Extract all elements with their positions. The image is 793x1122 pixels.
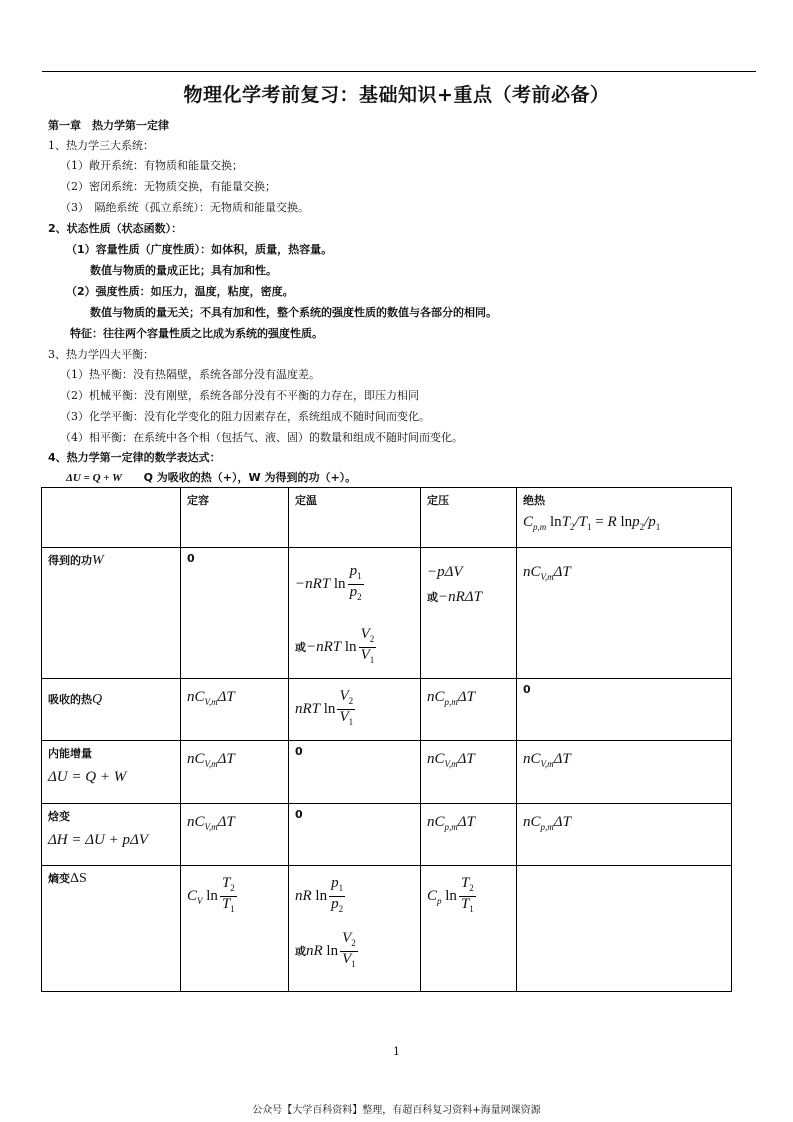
heat-isobaric: $nC_{p,m}\Delta T$	[421, 679, 517, 741]
first-law-formula: ΔU = Q + W	[66, 472, 122, 484]
sec1-item: （1）敞开系统：有物质和能量交换；	[60, 159, 243, 172]
chapter-heading: 第一章 热力学第一定律	[48, 119, 169, 132]
header-isochoric: 定容	[181, 488, 289, 548]
row-label-du: 内能增量 ΔU = Q + W	[42, 741, 181, 804]
header-isothermal: 定温	[289, 488, 421, 548]
sec3-item: （2）机械平衡：没有刚壁，系统各部分没有不平衡的力存在，即压力相同	[60, 389, 419, 402]
header-adiabatic: 绝热 $C_{p,m}$ $\ln T_2/T_1 = R$ $\ln p_2/p_1$	[517, 488, 732, 548]
sec3-item: （3）化学平衡：没有化学变化的阻力因素存在，系统组成不随时间而变化。	[60, 410, 430, 423]
sec2-item: 数值与物质的量无关；不具有加和性，整个系统的强度性质的数值与各部分的相同。	[90, 306, 497, 319]
row-label-work: 得到的功W	[42, 548, 181, 679]
adiabatic-formula: $C_{p,m}$ $\ln T_2/T_1 = R$ $\ln p_2/p_1$	[523, 514, 661, 532]
sec3-item: （4）相平衡：在系统中各个相（包括气、液、固）的数量和组成不随时间而变化。	[60, 431, 463, 444]
footer-note: 公众号【大学百科资料】整理，有超百科复习资料+海量网课资源	[252, 1105, 541, 1116]
sec2-item: （2）强度性质：如压力，温度，粘度，密度。	[66, 285, 294, 298]
work-isobaric: −pΔV 或−nRΔT	[421, 548, 517, 679]
du-adiabatic: $nC_{V,m}\Delta T$	[517, 741, 732, 804]
work-isochoric: 0	[181, 548, 289, 679]
work-adiabatic: $nC_{V,m}\Delta T$	[517, 548, 732, 679]
sec4-formula-line	[66, 471, 356, 485]
sec2-item: 数值与物质的量成正比；具有加和性。	[90, 264, 277, 277]
sec1-heading: 1、热力学三大系统：	[48, 139, 154, 152]
heat-adiabatic: 0	[517, 679, 732, 741]
sec3-heading: 3、热力学四大平衡：	[48, 348, 154, 361]
ds-adiabatic	[517, 866, 732, 992]
dh-isothermal: 0	[289, 804, 421, 866]
heat-isochoric: $nC_{V,m}\Delta T$	[181, 679, 289, 741]
sec1-item: （3） 隔绝系统（孤立系统）：无物质和能量交换。	[60, 201, 309, 214]
du-isothermal: 0	[289, 741, 421, 804]
header-rule	[42, 71, 756, 72]
ds-isochoric: $C_V$ ln $\frac{T_2}{T_1}$	[181, 866, 289, 992]
work-isothermal: −nRT ln $\frac{p_1}{p_2}$ 或−nRT ln $\frac{V_2}{V_1}$	[289, 548, 421, 679]
sec3-item: （1）热平衡：没有热隔壁，系统各部分没有温度差。	[60, 368, 320, 381]
sec4-heading: 4、热力学第一定律的数学表达式：	[48, 451, 221, 464]
dh-adiabatic: $nC_{p,m}\Delta T$	[517, 804, 732, 866]
first-law-note: Q 为吸收的热（+），W 为得到的功（+）。	[143, 471, 357, 484]
dh-isobaric: $nC_{p,m}\Delta T$	[421, 804, 517, 866]
heat-isothermal: nRT ln $\frac{V_2}{V_1}$	[289, 679, 421, 741]
row-label-ds: 熵变ΔS	[42, 866, 181, 992]
row-label-dh: 焓变 ΔH = ΔU + pΔV	[42, 804, 181, 866]
dh-isochoric: $nC_{V,m}\Delta T$	[181, 804, 289, 866]
page-number: 1	[393, 1045, 400, 1058]
page-title: 物理化学考前复习：基础知识+重点（考前必备）	[183, 84, 610, 106]
first-law-table	[41, 487, 732, 992]
du-isobaric: $nC_{V,m}\Delta T$	[421, 741, 517, 804]
sec2-heading: 2、状态性质（状态函数）：	[48, 222, 183, 235]
header-empty	[42, 488, 181, 548]
ds-isothermal: nR ln $\frac{p_1}{p_2}$ 或nR ln $\frac{V_2}{V_1}$	[289, 866, 421, 992]
du-isochoric: $nC_{V,m}\Delta T$	[181, 741, 289, 804]
header-isobaric: 定压	[421, 488, 517, 548]
sec1-item: （2）密闭系统：无物质交换，有能量交换；	[60, 180, 276, 193]
ds-isobaric: $C_p$ ln $\frac{T_2}{T_1}$	[421, 866, 517, 992]
row-label-heat: 吸收的热Q	[42, 679, 181, 741]
sec2-item: （1）容量性质（广度性质）：如体积，质量，热容量。	[66, 243, 333, 256]
sec2-item: 特征：往往两个容量性质之比成为系统的强度性质。	[70, 327, 323, 340]
